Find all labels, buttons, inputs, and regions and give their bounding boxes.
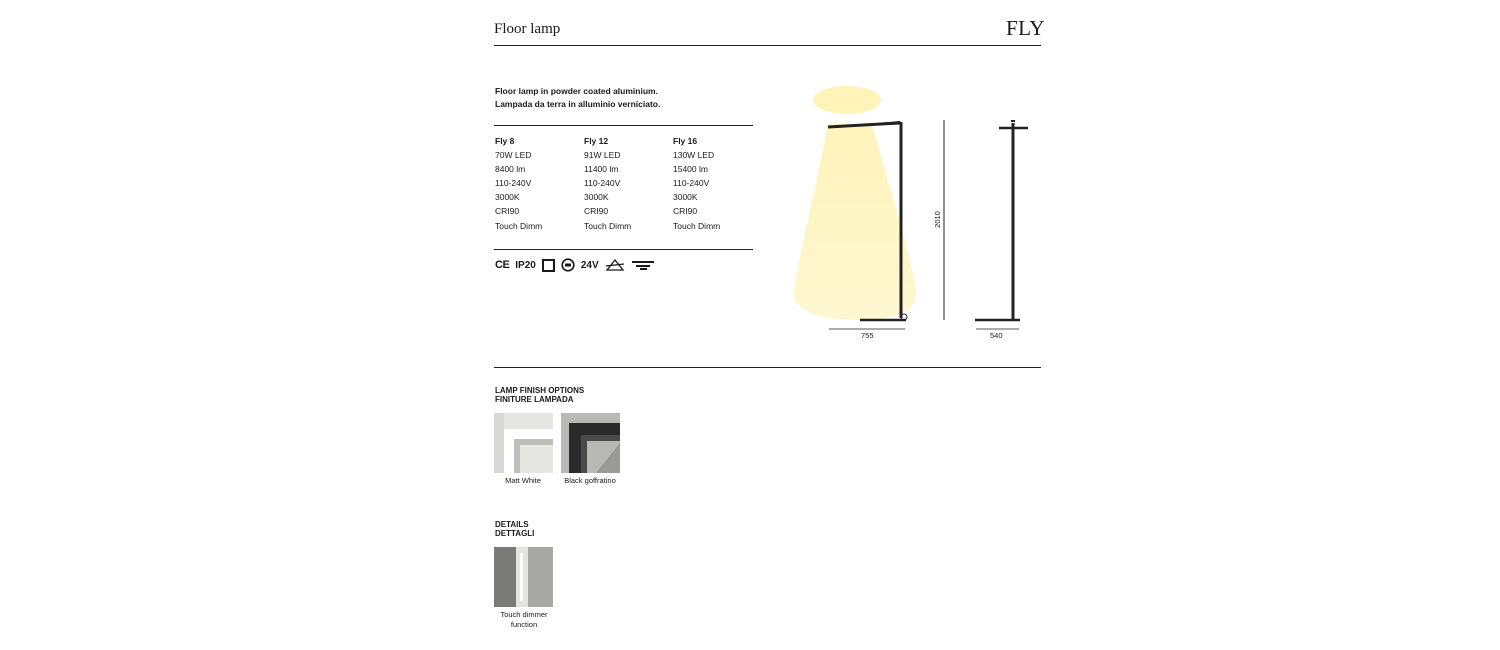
header-divider [494,45,1041,46]
detail-label-touch-dimmer: Touch dimmer function [500,610,548,629]
black-goffratino-sample-image [561,413,620,473]
model-name: Fly 16 [673,136,698,146]
description-it: Lampada da terra in alluminio verniciato. [495,99,661,109]
side-view-lamp [975,121,1028,329]
finish-swatch-matt-white[interactable] [494,413,553,473]
finish-section-title [495,386,584,404]
class-ii-square-icon [542,259,555,272]
model-voltage: 110-240V [495,178,532,189]
finish-title-en: LAMP FINISH OPTIONS [495,386,585,395]
energy-class-icon [561,258,575,272]
width-side-dimension: 540 [990,331,1003,340]
model-name: Fly 8 [495,136,515,146]
matt-white-sample-image [494,413,553,473]
spec-divider-bottom [494,249,753,250]
model-cct: 3000K [584,192,609,203]
ce-mark-icon: CE [495,259,510,271]
touch-dimmer-detail-image [494,547,553,607]
finish-swatch-black-goffratino[interactable] [561,413,620,473]
detail-image-touch-dimmer[interactable] [494,547,553,607]
model-cri: CRI90 [673,206,698,217]
model-power: 91W LED [584,150,621,161]
model-column-fly16 [673,134,763,233]
details-title-it: DETTAGLI [495,529,535,538]
model-name: Fly 12 [584,136,609,146]
model-control: Touch Dimm [584,220,632,231]
finish-label-matt-white: Matt White [505,476,541,485]
compliance-mark-icon [631,258,655,272]
width-front-dimension: 755 [861,331,874,340]
model-control: Touch Dimm [673,220,721,231]
spec-divider-top [494,125,753,126]
finish-label-black-goffratino: Black goffratino [564,476,616,485]
ip-rating: IP20 [515,259,536,271]
model-cct: 3000K [673,192,698,203]
product-name: FLY [1006,16,1046,40]
height-dimension: 2010 [932,211,942,228]
technical-drawing [780,80,1050,350]
emc-triangle-icon [605,258,625,272]
model-column-fly12 [584,134,674,233]
section-divider [494,367,1041,368]
model-cct: 3000K [495,192,520,203]
model-column-fly8 [495,134,585,233]
model-power: 70W LED [495,150,532,161]
model-control: Touch Dimm [495,220,543,231]
model-power: 130W LED [673,150,715,161]
model-lumen: 11400 lm [584,164,619,175]
details-title-en: DETAILS [495,520,529,529]
doc-title: Floor lamp [494,21,561,37]
model-lumen: 15400 lm [673,164,708,175]
model-cri: CRI90 [495,206,520,217]
model-lumen: 8400 lm [495,164,526,175]
light-cone [794,86,916,320]
model-cri: CRI90 [584,206,609,217]
supply-voltage: 24V [580,259,599,271]
certification-row [495,257,655,273]
details-section-title [495,520,534,538]
finish-title-it: FINITURE LAMPADA [495,395,574,404]
model-voltage: 110-240V [584,178,621,189]
model-voltage: 110-240V [673,178,710,189]
description-en: Floor lamp in powder coated aluminium. [495,86,658,96]
